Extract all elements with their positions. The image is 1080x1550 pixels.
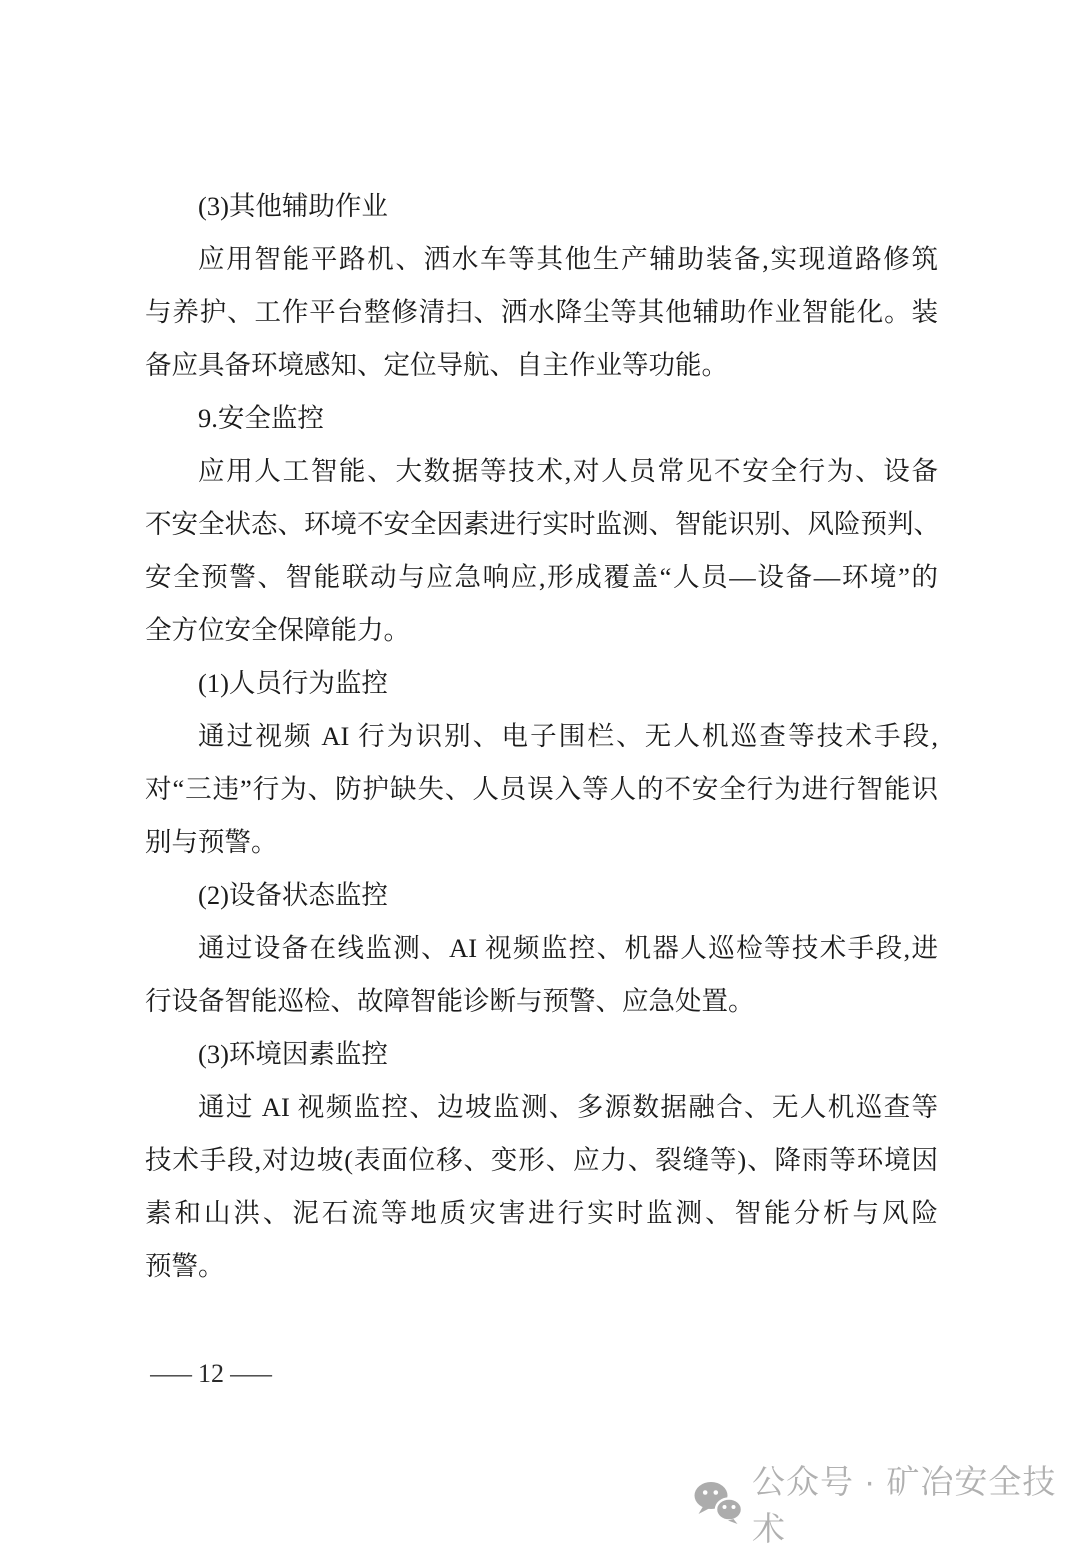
text-line: (2)设备状态监控 <box>198 880 388 910</box>
text-line: 通过设备在线监测、AI 视频监控、机器人巡检等技术手段,进 <box>198 933 938 963</box>
wechat-watermark <box>693 1456 1080 1550</box>
text-line: 别与预警。 <box>145 827 278 857</box>
text-line: 通过视频 AI 行为识别、电子围栏、无人机巡查等技术手段, <box>198 721 938 751</box>
paragraph <box>145 180 938 233</box>
paragraph <box>145 710 938 869</box>
text-line: 9.安全监控 <box>198 403 324 433</box>
paragraph <box>145 233 938 392</box>
text-line: 安全预警、智能联动与应急响应,形成覆盖“人员—设备—环境”的 <box>145 562 938 592</box>
paragraph <box>145 869 938 922</box>
paragraph <box>145 1028 938 1081</box>
footer-dash-right: — <box>230 1359 272 1388</box>
paragraph <box>145 657 938 710</box>
text-line: 应用智能平路机、洒水车等其他生产辅助装备,实现道路修筑 <box>198 244 938 274</box>
page-number: 12 <box>198 1359 224 1388</box>
text-line: 预警。 <box>145 1251 225 1281</box>
text-line: 备应具备环境感知、定位导航、自主作业等功能。 <box>145 350 728 380</box>
wechat-icon <box>693 1481 743 1525</box>
page-footer <box>150 1352 272 1396</box>
text-line: 技术手段,对边坡(表面位移、变形、应力、裂缝等)、降雨等环境因 <box>145 1145 938 1175</box>
text-line: 与养护、工作平台整修清扫、洒水降尘等其他辅助作业智能化。装 <box>145 297 938 327</box>
text-line: 全方位安全保障能力。 <box>145 615 410 645</box>
text-line: (1)人员行为监控 <box>198 668 388 698</box>
text-line: 对“三违”行为、防护缺失、人员误入等人的不安全行为进行智能识 <box>145 774 938 804</box>
text-line: 应用人工智能、大数据等技术,对人员常见不安全行为、设备 <box>198 456 938 486</box>
text-line: 素和山洪、泥石流等地质灾害进行实时监测、智能分析与风险 <box>145 1198 938 1228</box>
paragraph <box>145 1081 938 1293</box>
text-line: (3)环境因素监控 <box>198 1039 388 1069</box>
footer-dash-left: — <box>150 1359 192 1388</box>
paragraph <box>145 445 938 657</box>
text-line: 通过 AI 视频监控、边坡监测、多源数据融合、无人机巡查等 <box>198 1092 938 1122</box>
watermark-text: 公众号 · 矿冶安全技术 <box>752 1463 1057 1547</box>
paragraph <box>145 922 938 1028</box>
text-line: (3)其他辅助作业 <box>198 191 388 221</box>
document-body <box>145 180 938 1293</box>
text-line: 不安全状态、环境不安全因素进行实时监测、智能识别、风险预判、 <box>145 509 940 539</box>
text-line: 行设备智能巡检、故障智能诊断与预警、应急处置。 <box>145 986 755 1016</box>
paragraph <box>145 392 938 445</box>
